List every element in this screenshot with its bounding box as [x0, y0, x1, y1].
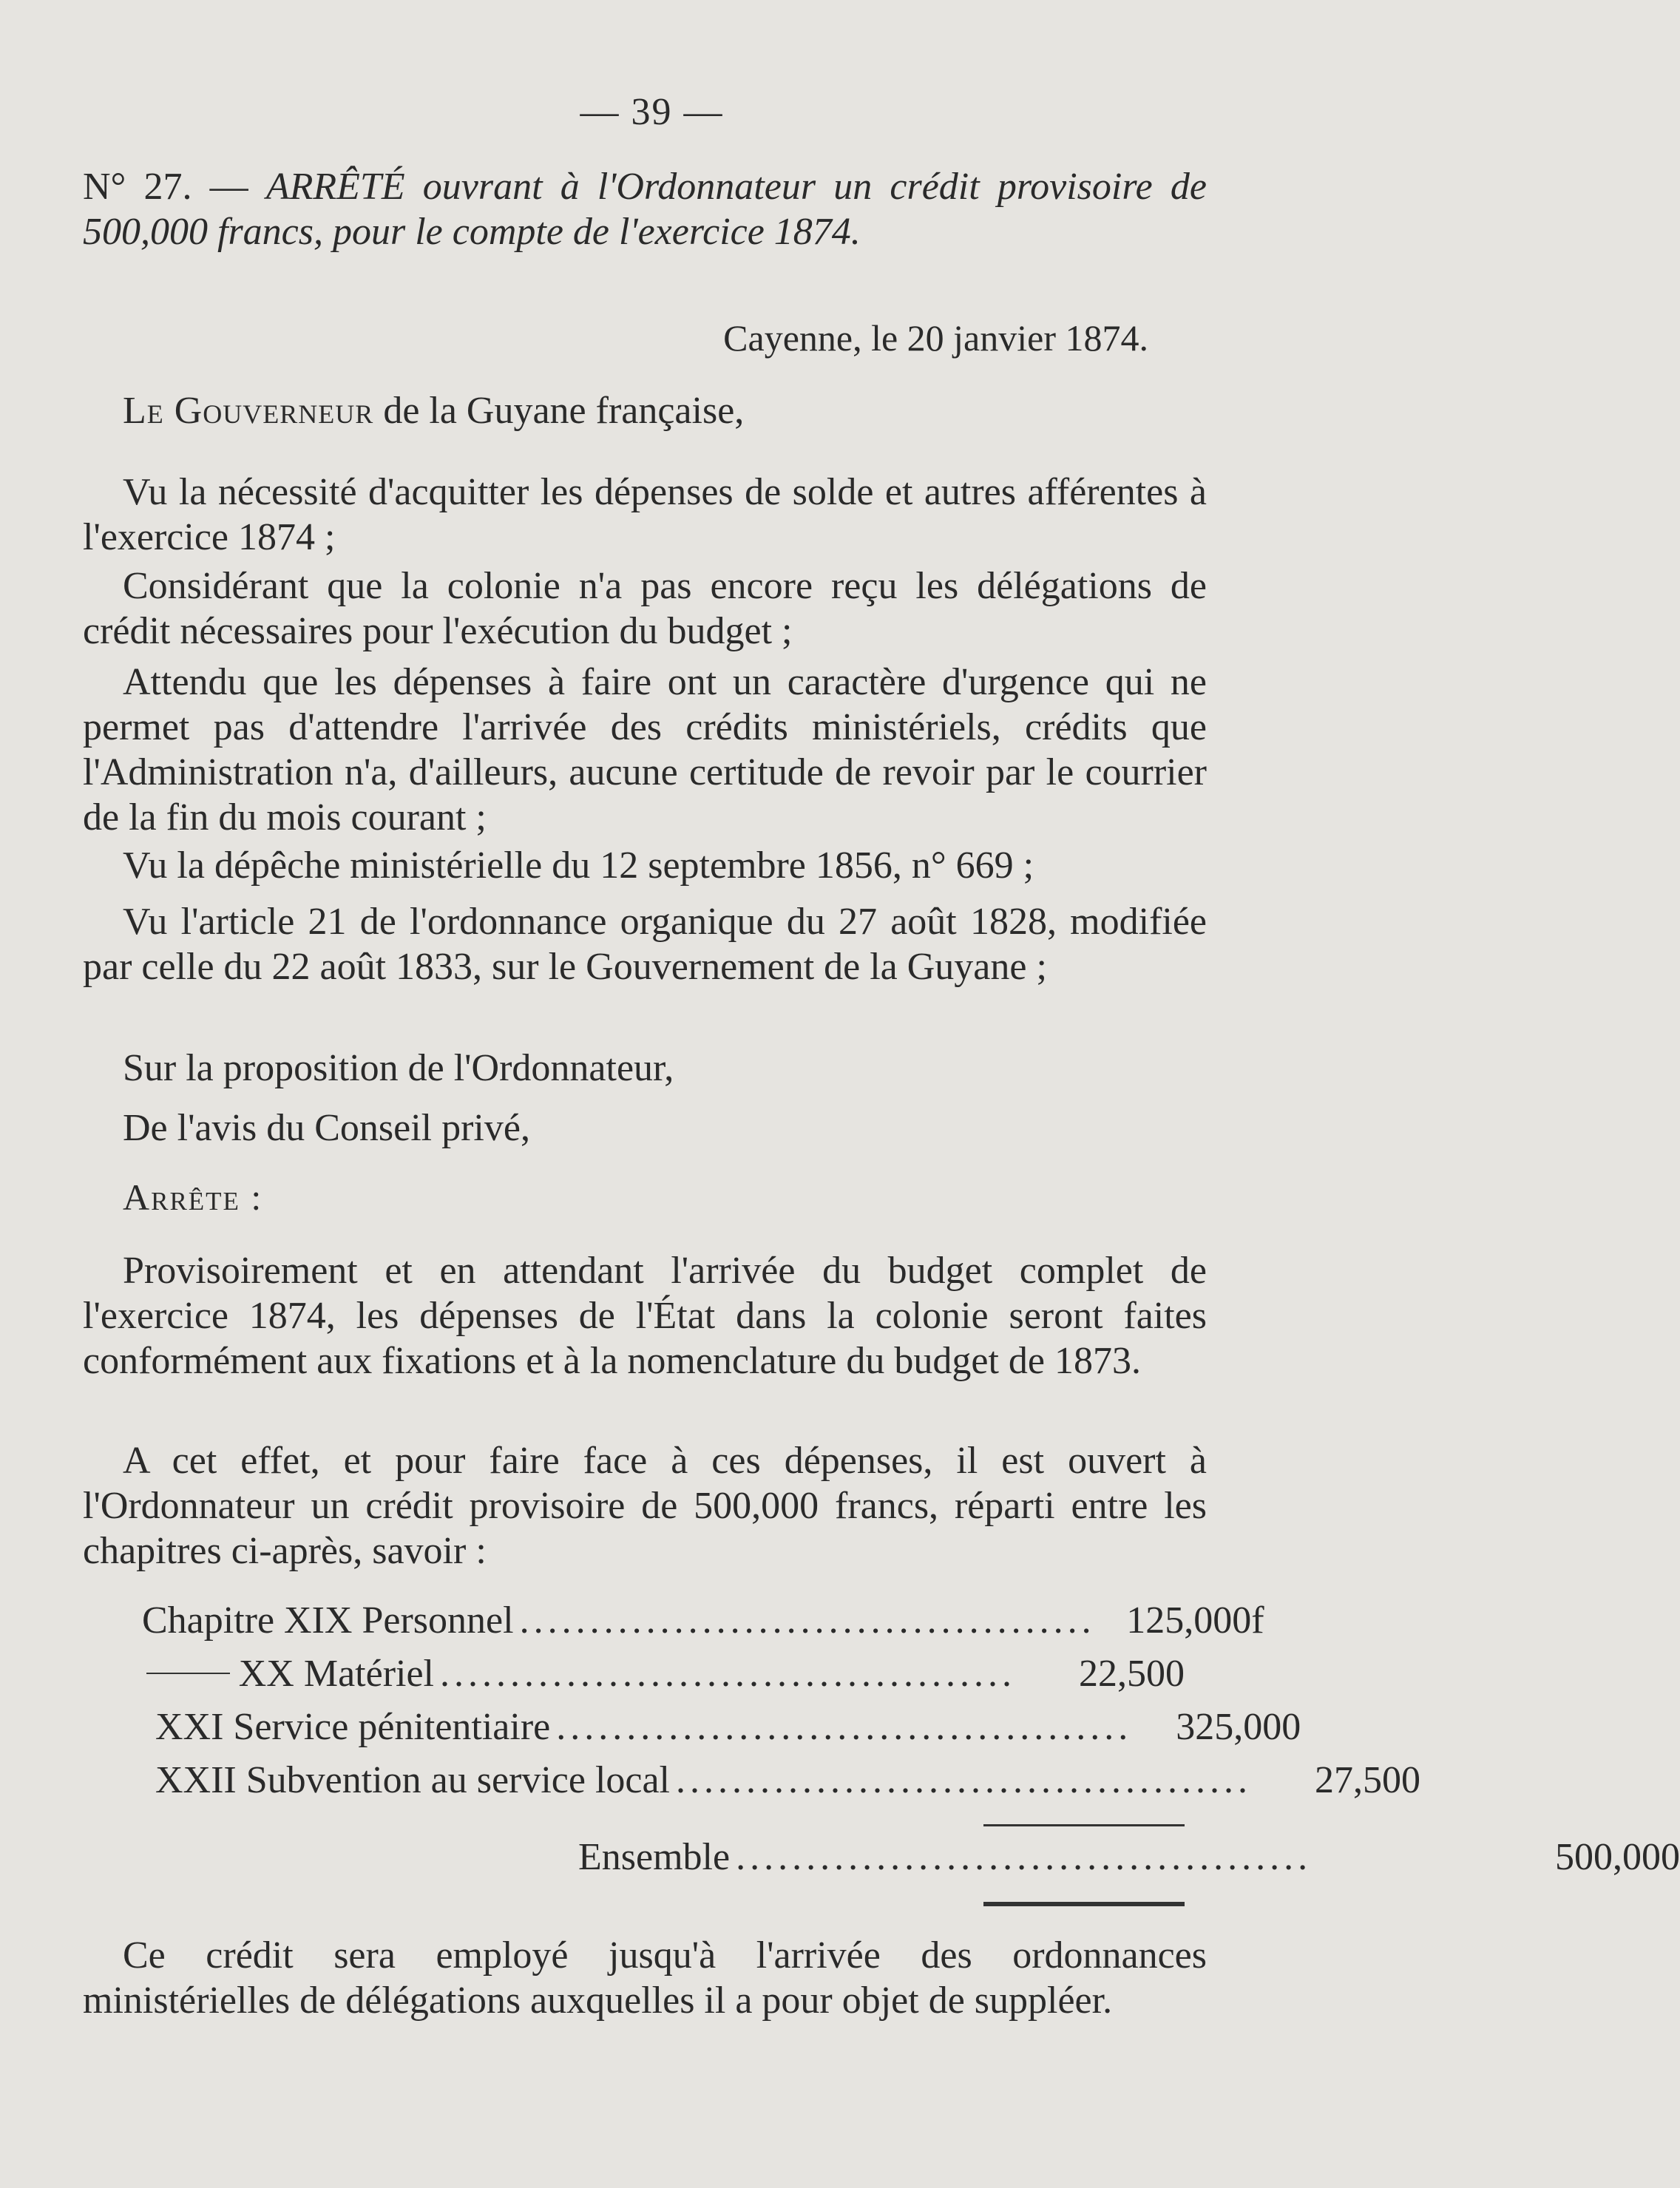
governor-title: Le Gouverneur	[123, 390, 374, 432]
total-label: Ensemble	[578, 1836, 731, 1878]
leader-dots: .........................................	[519, 1599, 1096, 1642]
chapter-label: XXII Subvention au service local	[155, 1759, 671, 1801]
paragraph-closing: Ce crédit sera employé jusqu'à l'arrivée des ordonnances ministérielles de délégations auxquelles il a pour objet de suppléer.	[83, 1934, 1207, 2022]
chapter-label: XXI Service pénitentiaire	[155, 1706, 551, 1748]
chapter-label: XX Matériel	[238, 1653, 434, 1695]
title-text: ARRÊTÉ ouvrant à l'Ordonnateur un crédit provisoire de 500,000 francs, pour le compte de l'exercice 1874.	[83, 166, 1207, 253]
total-amount: 500,000	[1555, 1836, 1680, 1878]
chapter-amount: 125,000f	[1126, 1599, 1264, 1642]
chapter-row	[83, 1599, 1264, 1645]
title-number: N° 27. —	[83, 166, 266, 208]
dateline: Cayenne, le 20 janvier 1874.	[723, 317, 1148, 359]
paragraph-a-cet-effet: A cet effet, et pour faire face à ces dépenses, il est ouvert à l'Ordonnateur un crédit provisoire de 500,000 francs, réparti entre les chapitres ci-après, savoir :	[83, 1440, 1207, 1572]
ditto-rule	[146, 1673, 230, 1674]
chapter-amount: 27,500	[1315, 1759, 1421, 1801]
total-rule	[983, 1902, 1185, 1906]
chapter-amount: 325,000	[1176, 1706, 1301, 1748]
paragraph-avis: De l'avis du Conseil privé,	[123, 1107, 530, 1149]
paragraph-vu-necessite: Vu la nécessité d'acquitter les dépenses de solde et autres afférentes à l'exercice 1874 ;	[83, 471, 1207, 558]
chapter-amount: 22,500	[1079, 1653, 1185, 1695]
leader-dots: .........................................	[556, 1706, 1133, 1748]
leader-dots: .........................................	[440, 1653, 1016, 1695]
total-row	[83, 1835, 1680, 1881]
chapter-label: Chapitre XIX Personnel	[142, 1599, 514, 1642]
sum-rule	[983, 1824, 1185, 1826]
chapter-row	[83, 1705, 1301, 1751]
governor-line	[83, 388, 1207, 433]
chapter-row	[83, 1758, 1421, 1804]
leader-dots: .........................................	[676, 1759, 1253, 1801]
paragraph-vu-depeche: Vu la dépêche ministérielle du 12 septembre 1856, n° 669 ;	[123, 844, 1034, 887]
paragraph-considerant: Considérant que la colonie n'a pas encore reçu les délégations de crédit nécessaires pour l'exécution du budget ;	[83, 565, 1207, 652]
paragraph-provisoirement: Provisoirement et en attendant l'arrivée du budget complet de l'exercice 1874, les dépenses de l'État dans la colonie seront faites conformément aux fixations et à la nomenclature du budget de 1873.	[83, 1250, 1207, 1382]
arrete-title	[83, 164, 1207, 254]
paragraph-proposition: Sur la proposition de l'Ordonnateur,	[123, 1047, 674, 1089]
leader-dots: .........................................	[736, 1836, 1312, 1878]
paragraph-attendu: Attendu que les dépenses à faire ont un caractère d'urgence qui ne permet pas d'attendre l'arrivée des crédits ministériels, crédits que l'Administration n'a, d'ailleurs, aucune certitude de revoir par le courrier de la fin du mois courant ;	[83, 661, 1207, 839]
governor-rest: de la Guyane française,	[373, 390, 745, 432]
arrete-label: Arrête :	[123, 1176, 263, 1218]
page-number: — 39 —	[580, 91, 724, 133]
paragraph-vu-article: Vu l'article 21 de l'ordonnance organique du 27 août 1828, modifiée par celle du 22 août 1833, sur le Gouvernement de la Guyane ;	[83, 901, 1207, 988]
chapter-row	[83, 1652, 1185, 1698]
